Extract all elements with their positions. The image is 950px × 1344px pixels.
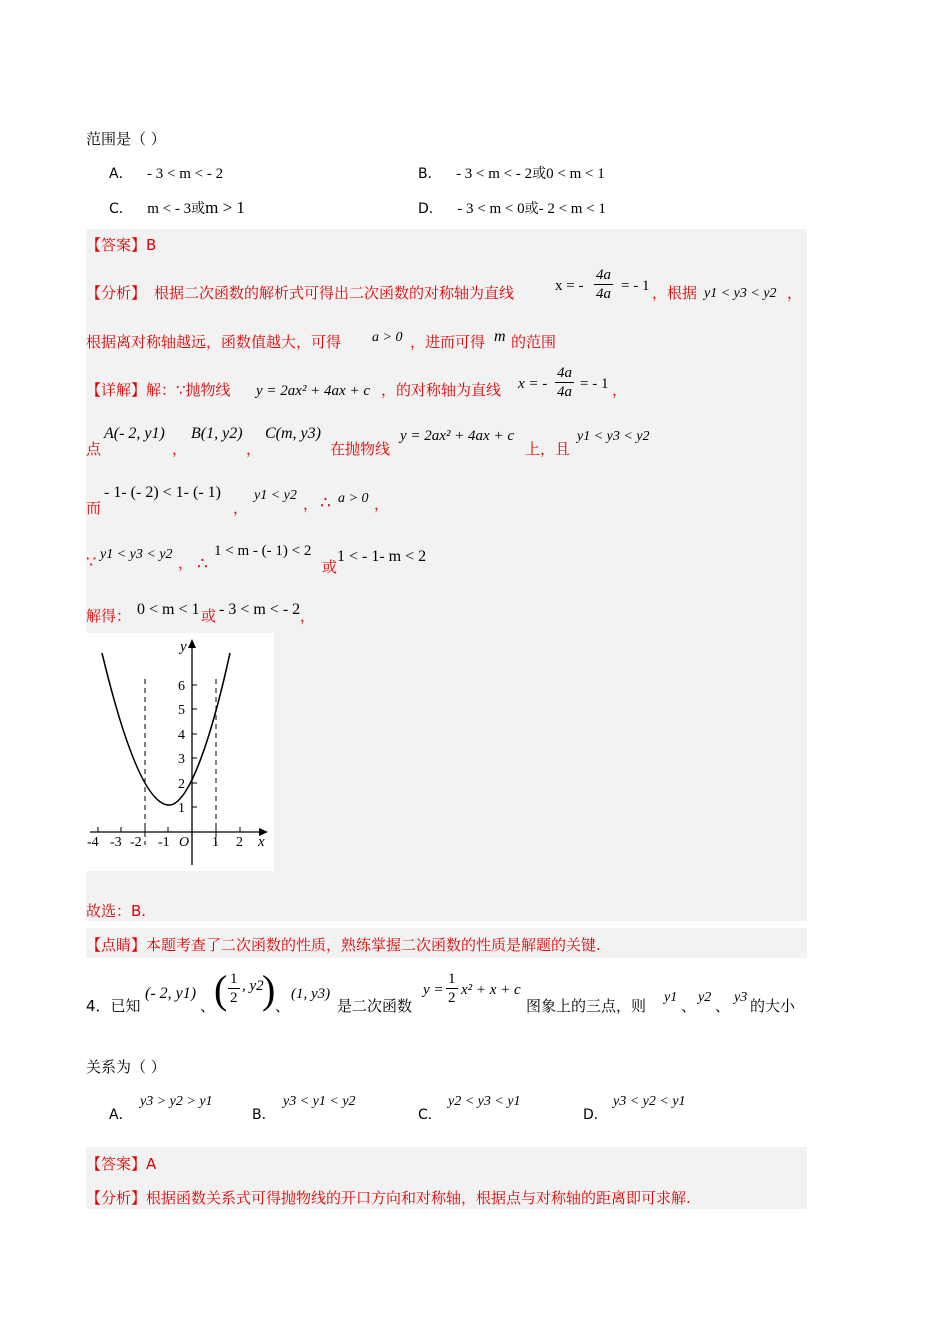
q3-detail-l3-expr: - 1- (- 2) < 1- (- 1)	[104, 484, 221, 501]
answer-tag: 【答案】	[86, 1155, 147, 1173]
because-symbol: ∵	[86, 552, 97, 571]
q3-detail-l2-after: 上，且	[525, 440, 571, 458]
frac-num: 1	[448, 971, 456, 987]
q3-detail-l1-axis-lhs: x = -	[518, 376, 548, 392]
q4-var-3: y3	[734, 990, 748, 1005]
q3-analysis-line2-cond: a > 0	[372, 330, 403, 345]
q3-detail-l1-end: ，	[612, 381, 628, 399]
option-expr: m < - 3	[147, 201, 192, 217]
q4-number: 4．已知	[86, 997, 141, 1015]
q4-option-b-label[interactable]: B．	[252, 1107, 276, 1123]
comment-text: 本题考查了二次函数的性质，熟练掌握二次函数的性质是解题的关键.	[146, 936, 601, 954]
q3-detail-l5-expr1: 0 < m < 1	[137, 601, 200, 618]
q3-analysis-axis-lhs: x = -	[555, 278, 584, 294]
comma: ，	[178, 554, 194, 572]
therefore-symbol: ∴	[197, 554, 208, 574]
comment-tag: 【点睛】	[86, 936, 147, 954]
q4-line2: 关系为（ ）	[86, 1058, 166, 1076]
y-axis-label: y	[180, 639, 187, 655]
option-expr: m > 1	[205, 198, 245, 217]
sep: 、	[681, 997, 697, 1015]
sep: 、	[275, 997, 291, 1015]
q3-analysis-line2-c: 的范围	[511, 333, 557, 351]
frac-num: 4a	[596, 267, 611, 283]
q3-option-c[interactable]	[109, 198, 245, 218]
comma: ，	[233, 499, 249, 517]
q4-eq-lhs: y =	[423, 982, 444, 998]
q3-option-a[interactable]	[109, 163, 223, 183]
q3-comment	[86, 934, 601, 955]
parabola-graph	[86, 633, 274, 871]
frac-den: 2	[448, 990, 456, 1006]
q3-analysis-axis-rhs: = - 1	[621, 278, 650, 294]
q3-analysis-text2: ，根据	[652, 284, 698, 302]
option-expr: 0 < m < 1	[546, 166, 605, 182]
q4-point-3: (1, y3)	[291, 986, 331, 1002]
q3-stem-tail: 范围是（ ）	[86, 130, 166, 148]
y-tick-label: 2	[178, 777, 185, 792]
or-word: 或	[191, 201, 206, 217]
q3-detail-l2-mid: 在抛物线	[330, 440, 391, 458]
option-label: B．	[418, 166, 442, 182]
q4-option-d-expr[interactable]: y3 < y2 < y1	[613, 1094, 686, 1109]
q4-analysis	[86, 1187, 691, 1208]
q4-point-2-y: , y2	[242, 978, 264, 994]
q3-option-b[interactable]	[418, 163, 605, 183]
q4-eq-frac	[446, 970, 458, 1007]
q4-option-a-expr[interactable]: y3 > y2 > y1	[140, 1094, 213, 1109]
frac-num: 4a	[557, 365, 572, 381]
frac-den: 4a	[557, 384, 572, 400]
q3-detail-l2-eq: y = 2ax² + 4ax + c	[400, 428, 514, 444]
sep: 、	[200, 997, 216, 1015]
q3-analysis-line2-m: m	[494, 328, 506, 345]
q4-answer	[86, 1153, 156, 1174]
therefore-symbol: ∴	[320, 493, 331, 513]
or-word: 或	[524, 201, 539, 217]
parabola-curve	[102, 653, 230, 805]
y-axis-arrow	[188, 639, 196, 648]
or-word: 或	[201, 607, 217, 625]
q4-var-1: y1	[664, 990, 678, 1005]
x-tick-label: -2	[130, 835, 142, 850]
q3-analysis-axis-frac	[594, 266, 613, 303]
x-tick-label: -1	[158, 835, 170, 850]
comma: ，	[172, 440, 188, 458]
q4-var-2: y2	[698, 990, 712, 1005]
q3-answer	[86, 234, 156, 255]
q4-point-2-frac	[228, 970, 240, 1007]
comma: ，	[246, 440, 262, 458]
q4-eq-rhs: x² + x + c	[461, 982, 521, 998]
x-tick-label: -3	[110, 835, 122, 850]
q3-detail-l5-pre: 解得：	[86, 607, 132, 625]
frac-den: 4a	[596, 286, 611, 302]
q3-detail-l3-pre: 而	[86, 499, 102, 517]
origin-label: O	[179, 835, 190, 850]
frac-num: 1	[230, 971, 238, 987]
q4-option-b-expr[interactable]: y3 < y1 < y2	[283, 1094, 356, 1109]
q3-detail-l4-expr1: 1 < m - (- 1) < 2	[214, 543, 312, 559]
answer-tag: 【答案】	[86, 236, 147, 254]
q4-option-d-label[interactable]: D．	[583, 1107, 608, 1123]
or-word: 或	[532, 166, 547, 182]
analysis-text: 根据函数关系式可得抛物线的开口方向和对称轴，根据点与对称轴的距离即可求解.	[146, 1189, 691, 1207]
x-tick-label: 2	[236, 835, 243, 850]
detail-tag: 【详解】	[86, 381, 147, 399]
q3-analysis-text1: 根据二次函数的解析式可得出二次函数的对称轴为直线	[154, 284, 515, 302]
sep: 、	[715, 997, 731, 1015]
q3-analysis-line2-b: ，进而可得	[410, 333, 486, 351]
q3-analysis-line2-a: 根据离对称轴越远，函数值越大，可得	[86, 333, 342, 351]
x-tick-label: 1	[212, 835, 219, 850]
q3-detail-l4-expr2: 1 < - 1- m < 2	[337, 548, 427, 565]
paren-left: (	[214, 967, 228, 1012]
option-expr: - 3 < m < - 2	[456, 166, 533, 182]
q4-option-a-label[interactable]: A．	[109, 1107, 133, 1123]
option-label: A．	[109, 166, 133, 182]
comma: ，	[303, 495, 319, 513]
option-expr: - 3 < m < 0	[457, 201, 525, 217]
q3-detail-l2-point-c: C(m, y3)	[265, 425, 321, 442]
answer-value: A	[146, 1155, 157, 1173]
q3-detail-l3-cond: a > 0	[338, 491, 369, 506]
q3-detail-l1-axis-rhs: = - 1	[580, 376, 609, 392]
q4-mid: 是二次函数	[337, 997, 413, 1015]
q3-detail-l4-ineq: y1 < y3 < y2	[100, 547, 173, 562]
y-tick-label: 5	[178, 703, 185, 718]
q3-detail-l3-ineq: y1 < y2	[254, 488, 297, 503]
frac-den: 2	[230, 990, 238, 1006]
q3-detail-l1-b: ，的对称轴为直线	[381, 381, 502, 399]
y-tick-label: 4	[178, 728, 185, 743]
q3-analysis-ineq: y1 < y3 < y2	[704, 286, 777, 301]
q3-option-d[interactable]	[418, 198, 606, 218]
q3-detail-l2-point-b: B(1, y2)	[191, 425, 243, 442]
option-expr: - 2 < m < 1	[538, 201, 606, 217]
option-expr: - 3 < m < - 2	[147, 166, 224, 182]
q3-analysis-text3: ，	[787, 284, 803, 302]
comma: ，	[374, 495, 390, 513]
parabola-svg	[86, 633, 274, 871]
paren-right: )	[262, 967, 276, 1012]
x-axis-label: x	[258, 834, 265, 850]
analysis-tag: 【分析】	[86, 1189, 147, 1207]
q3-detail-l5-expr2: - 3 < m < - 2	[219, 601, 301, 618]
y-tick-label: 6	[178, 679, 185, 694]
q4-option-c-expr[interactable]: y2 < y3 < y1	[448, 1094, 521, 1109]
q4-point-1: (- 2, y1)	[145, 985, 197, 1002]
q3-detail-l5-end: ，	[300, 607, 316, 625]
answer-value: B	[146, 236, 157, 254]
q3-detail-l2-ineq: y1 < y3 < y2	[577, 429, 650, 444]
q3-analysis-tag: 【分析】	[86, 284, 147, 302]
or-word: 或	[322, 558, 338, 576]
y-tick-label: 3	[178, 752, 185, 767]
q3-detail-l2-pre: 点	[86, 440, 102, 458]
q4-tail: 图象上的三点，则	[526, 997, 647, 1015]
option-label: C．	[109, 201, 133, 217]
y-tick-label: 1	[178, 801, 185, 816]
q3-conclusion: 故选：B.	[86, 902, 147, 920]
x-tick-label: -4	[87, 835, 99, 850]
q3-detail-l1-axis-frac	[555, 364, 574, 401]
detail-l1-a: 解：∵抛物线	[146, 381, 231, 399]
q3-detail-tag	[86, 379, 231, 400]
q4-option-c-label[interactable]: C．	[418, 1107, 442, 1123]
q3-detail-l2-point-a: A(- 2, y1)	[104, 425, 165, 442]
q3-detail-l1-eq: y = 2ax² + 4ax + c	[256, 383, 370, 399]
q4-tail2: 的大小	[750, 997, 796, 1015]
option-label: D．	[418, 201, 443, 217]
